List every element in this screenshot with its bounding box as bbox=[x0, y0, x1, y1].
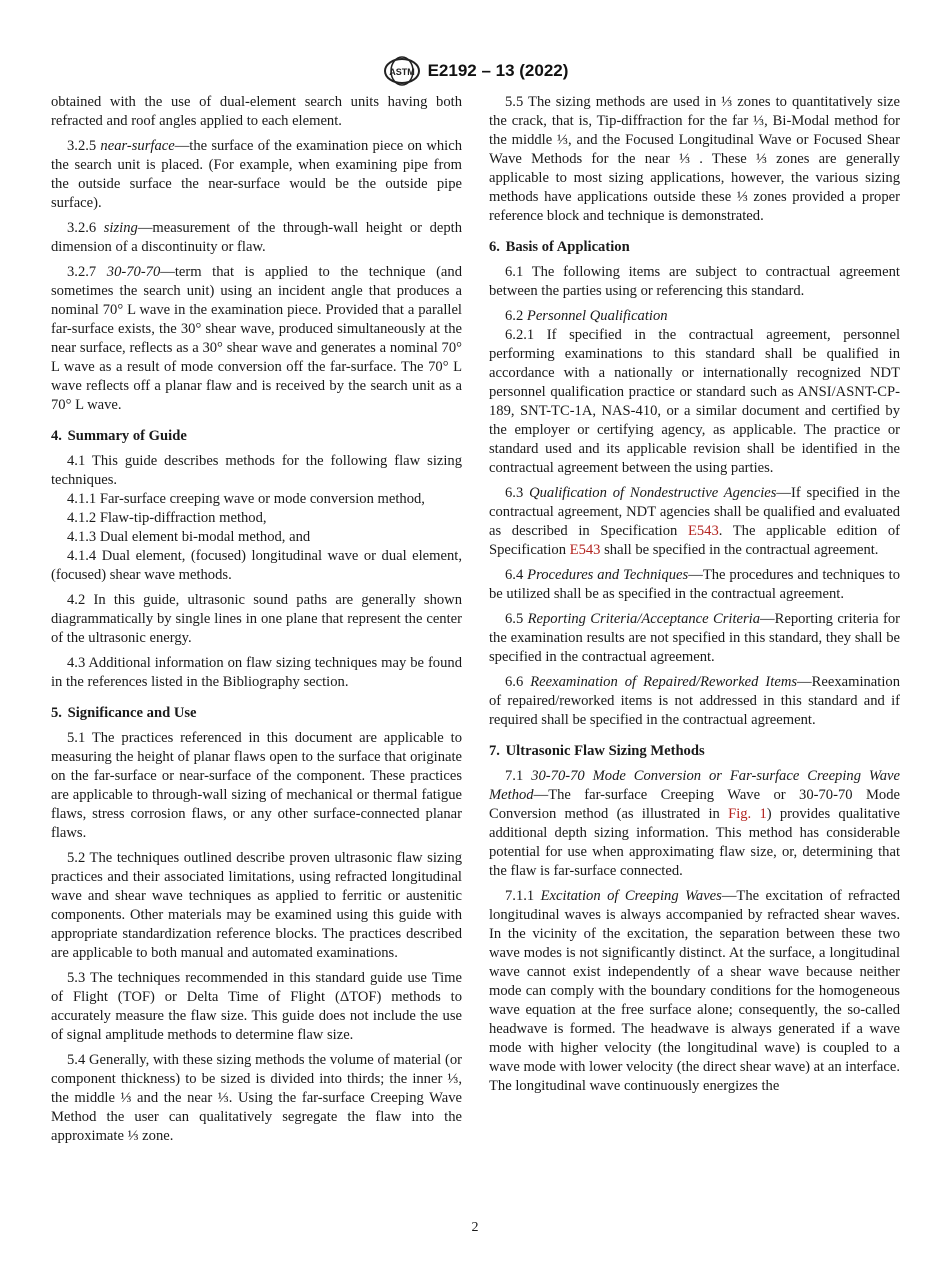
term: near-surface bbox=[100, 138, 175, 154]
section-heading-6 bbox=[489, 238, 900, 257]
clause-number: 3.2.5 bbox=[67, 138, 97, 154]
paragraph-5-1: 5.1 The practices referenced in this document are applicable to measuring the height of planar flaws open to the surface that originate on the far-surface or near-surface of the component. These practices are applicable to through-wall sizing of mechanical or thermal fatigue flaws, stress corrosion flaws, or any other surface-connected planar flaws. bbox=[51, 730, 462, 841]
clause-number: 6.4 bbox=[505, 567, 524, 583]
paragraph-6-2 bbox=[489, 307, 900, 326]
definition: —measurement of the through-wall height or depth dimension of a discontinuity or flaw. bbox=[51, 220, 462, 255]
section-title: Summary of Guide bbox=[67, 428, 187, 444]
section-number: 6. bbox=[489, 239, 500, 255]
clause-number: 7.1.1 bbox=[505, 888, 535, 904]
section-title: Ultrasonic Flaw Sizing Methods bbox=[505, 743, 705, 759]
left-column bbox=[51, 93, 462, 1152]
standard-designation: E2192 – 13 (2022) bbox=[427, 61, 569, 80]
paragraph-6-4 bbox=[489, 566, 900, 604]
term: Personnel Qualification bbox=[526, 308, 668, 324]
page-header bbox=[0, 55, 950, 87]
page-number: 2 bbox=[471, 1220, 479, 1235]
paragraph-3-2-6 bbox=[51, 219, 462, 257]
term: 30-70-70 bbox=[106, 264, 161, 280]
paragraph-4-1: 4.1 This guide describes methods for the following flaw sizing techniques. bbox=[51, 453, 462, 488]
section-number: 4. bbox=[51, 428, 62, 444]
term: 30-70-70 Mode Conversion or Far-surface Creeping Wave Method bbox=[489, 768, 900, 803]
definition: —Reexamination of repaired/reworked items is not addressed in this standard and if required shall be specified in the contractual agreement. bbox=[489, 674, 900, 728]
paragraph-5-4: 5.4 Generally, with these sizing methods the volume of material (or component thickness) to be sized is divided into thirds; the inner ⅓, the middle ⅓ and the near ⅓. Using the far-surface Creeping Wave Method the user can qualitatively segregate the flaw into the approximate ⅓ zone. bbox=[51, 1052, 462, 1144]
paragraph-7-1-1 bbox=[489, 887, 900, 1096]
section-title: Basis of Application bbox=[505, 239, 630, 255]
paragraph-6-3: 6.3 Qualification of Nondestructive Agencies—If specified in the contractual agreement, NDT agencies shall be qualified and evaluated as described in Specification E543. The applicable edition of Specification E543 shall be specified in the contractual agreement. bbox=[489, 485, 900, 558]
section-number: 5. bbox=[51, 705, 62, 721]
paragraph-3-2-4-continuation: obtained with the use of dual-element search units having both refracted and roof angles applied to each element. bbox=[51, 94, 462, 129]
clause-number: 3.2.7 bbox=[67, 264, 97, 280]
paragraph-4-3: 4.3 Additional information on flaw sizing techniques may be found in the references listed in the Bibliography section. bbox=[51, 655, 462, 690]
clause-number: 7.1 bbox=[505, 768, 524, 784]
definition: —The excitation of refracted longitudinal waves is always accompanied by refracted shear waves. In the vicinity of the excitation, the separation between these two wave modes is not significantly distinct. At the surface, a longitudinal wave cannot exist independently of a shear wave because neither mode can comply with the boundary conditions for the homogeneous wave equation at the free surface alone; consequently, the so-called headwave is formed. The headwave is always generated if a wave mode with higher velocity (the longitudinal wave) is coupled to a wave mode with lower velocity (the direct shear wave) at an interface. The longitudinal wave continuously energizes the bbox=[489, 888, 900, 1094]
paragraph-4-2: 4.2 In this guide, ultrasonic sound paths are generally shown diagrammatically by single lines in one plane that represent the center of the ultrasonic energy. bbox=[51, 592, 462, 646]
clause-number: 3.2.6 bbox=[67, 220, 97, 236]
definition: —the surface of the examination piece on which the search unit is placed. (For example, when examining pipe from the outside surface the near-surface would be the outside pipe surface). bbox=[51, 138, 462, 211]
paragraph-3-2-5 bbox=[51, 137, 462, 213]
e543-reference-link[interactable]: E543 bbox=[569, 542, 601, 558]
section-heading-4 bbox=[51, 427, 462, 446]
paragraph-4-1-2: 4.1.2 Flaw-tip-diffraction method, bbox=[67, 510, 267, 526]
term: Qualification of Nondestructive Agencies bbox=[529, 485, 777, 501]
definition: —The procedures and techniques to be utilized shall be as specified in the contractual agreement. bbox=[489, 567, 900, 602]
term: Excitation of Creeping Waves bbox=[540, 888, 722, 904]
e543-reference-link[interactable]: E543 bbox=[687, 523, 719, 539]
paragraph-6-2-1: 6.2.1 If specified in the contractual agreement, personnel performing examinations to this standard shall be qualified in accordance with a nationally or internationally recognized NDT personnel qualification practice or standard such as ANSI/ASNT-CP-189, SNT-TC-1A, NAS-410, or a similar document and certified by the employer or certifying agency, as applicable. The practice or standard used and its applicable revision shall be identified in the contractual agreement between the using parties. bbox=[489, 327, 900, 476]
term: Procedures and Techniques bbox=[527, 567, 689, 583]
paragraph-5-5: 5.5 The sizing methods are used in ⅓ zones to quantitatively size the crack, that is, Tip-diffraction for the far ⅓, Bi-Modal method for the middle ⅓, and the Focused Longitudinal Wave or Focused Shear Wave Methods for the near ⅓ . These ⅓ zones are generally applicable to most sizing applications, however, the various sizing methods have applications outside these ⅓ zones provided a proper reference block and technique is demonstrated. bbox=[489, 94, 900, 224]
clause-number: 6.5 bbox=[505, 611, 524, 627]
term: Reporting Criteria/Acceptance Criteria bbox=[527, 611, 761, 627]
paragraph-5-2: 5.2 The techniques outlined describe proven ultrasonic flaw sizing practices and their associated limitations, using refracted longitudinal wave and shear wave techniques as applied to ferritic or austenitic components. Other materials may be examined using this guide with appropriate standardization reference blocks. The practices described are applicable to both manual and automated examinations. bbox=[51, 850, 462, 961]
section-number: 7. bbox=[489, 743, 500, 759]
clause-number: 6.3 bbox=[505, 485, 524, 501]
right-column bbox=[489, 93, 900, 1102]
paragraph-4-1-1: 4.1.1 Far-surface creeping wave or mode conversion method, bbox=[67, 491, 425, 507]
term: Reexamination of Repaired/Reworked Items bbox=[530, 674, 798, 690]
paragraph-7-1: 7.1 30-70-70 Mode Conversion or Far-surface Creeping Wave Method—The far-surface Creeping Wave or 30-70-70 Mode Conversion method (as illustrated in Fig. 1) provides qualitative additional depth sizing information. This method has considerable potential for use when approximating flaw size, or, determining that the flaw is far-surface connected. bbox=[489, 768, 900, 879]
paragraph-6-1: 6.1 The following items are subject to contractual agreement between the parties using or referencing this standard. bbox=[489, 264, 900, 299]
term: sizing bbox=[103, 220, 138, 236]
definition: —term that is applied to the technique (and sometimes the search unit) using an incident angle that produces a nominal 70° L wave in the examination piece. Provided that a parallel far-surface exists, the 30° shear wave, produced simultaneously at the near surface, reflects as a 30° shear wave and generates a nominal 70° L wave as a result of mode conversion off the far-surface. The 70° L wave reflects off a planar flaw and is received by the search unit as a 70° L wave. bbox=[51, 264, 462, 413]
fig-1-reference-link[interactable]: Fig. 1 bbox=[728, 806, 767, 822]
section-heading-7 bbox=[489, 742, 900, 761]
paragraph-5-3: 5.3 The techniques recommended in this standard guide use Time of Flight (TOF) or Delta Time of Flight (ΔTOF) methods to accurately measure the flaw size. This guide does not include the use of signal amplitude methods to determine flaw size. bbox=[51, 970, 462, 1043]
section-heading-5 bbox=[51, 704, 462, 723]
paragraph-6-5 bbox=[489, 610, 900, 667]
definition: —Reporting criteria for the examination results are not specified in this standard, they shall be specified in the contractual agreement. bbox=[489, 611, 900, 665]
section-title: Significance and Use bbox=[67, 705, 197, 721]
paragraph-4-1-4: 4.1.4 Dual element, (focused) longitudinal wave or dual element, (focused) shear wave methods. bbox=[51, 548, 462, 583]
paragraph-4-1-3: 4.1.3 Dual element bi-modal method, and bbox=[67, 529, 311, 545]
clause-number: 6.2 bbox=[505, 308, 524, 324]
logo-text: ASTM bbox=[388, 67, 415, 77]
paragraph-3-2-7 bbox=[51, 263, 462, 415]
clause-number: 6.6 bbox=[505, 674, 524, 690]
paragraph-6-6 bbox=[489, 673, 900, 730]
astm-logo-icon bbox=[382, 56, 422, 86]
